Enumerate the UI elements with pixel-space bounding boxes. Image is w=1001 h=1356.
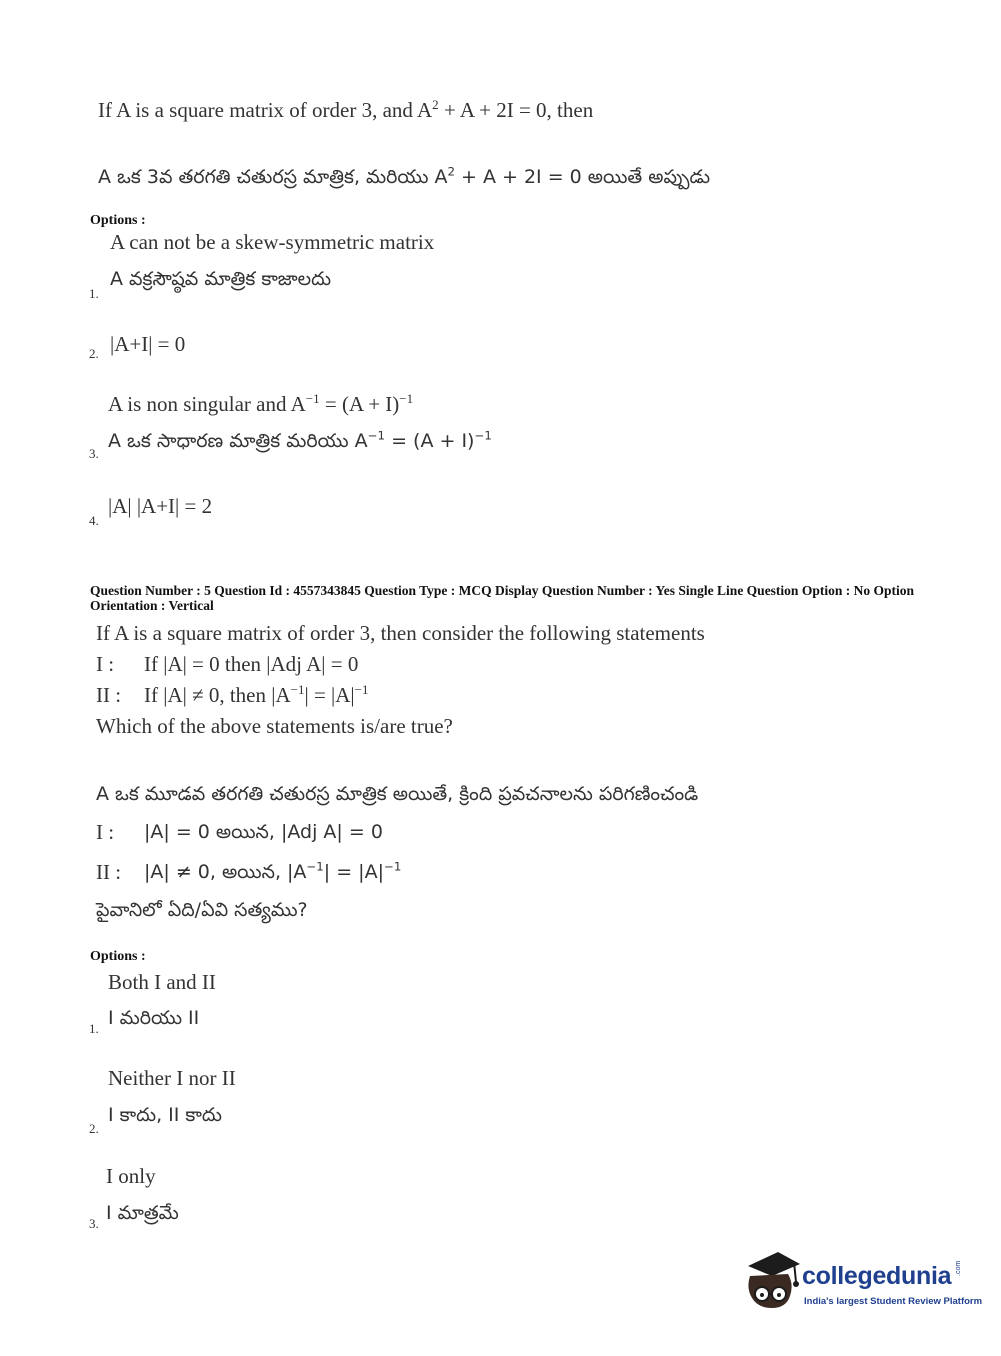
- prev-option-2-en: |A+I| = 0: [110, 332, 186, 356]
- question-meta: Question Number : 5 Question Id : 4557343845 Question Type : MCQ Display Question Number : Yes Single Line Question Option : No Option Orientation : Vertical: [90, 583, 914, 613]
- option-3-te: I మాత్రమే: [106, 1202, 179, 1224]
- option-1-number: 1.: [89, 1021, 99, 1036]
- option-2-en: Neither I nor II: [108, 1066, 236, 1090]
- question-stem-en: If A is a square matrix of order 3, then consider the following statements: [96, 621, 705, 645]
- option-3-number: 3.: [89, 1216, 99, 1231]
- collegedunia-logo: [742, 1248, 983, 1318]
- option-3-en: I only: [106, 1164, 156, 1188]
- statement-1-te: |A| = 0 అయిన, |Adj A| = 0: [144, 821, 383, 843]
- prev-options-label: Options :: [90, 213, 146, 228]
- option-1-en: Both I and II: [108, 970, 216, 994]
- mascot-icon: [742, 1248, 802, 1314]
- question-ask-en: Which of the above statements is/are true?: [96, 714, 453, 738]
- statement-1-label-te: I :: [96, 820, 115, 844]
- prev-option-3-number: 3.: [89, 446, 99, 461]
- prev-option-4-number: 4.: [89, 513, 99, 528]
- statement-1-en: If |A| = 0 then |Adj A| = 0: [144, 652, 359, 676]
- options-label: Options :: [90, 949, 146, 964]
- statement-2-en: If |A| ≠ 0, then $|A^{-1}| = |A|^{-1}$: [144, 682, 369, 707]
- statement-2-label-te: II :: [96, 860, 122, 884]
- prev-option-1-te: A వక్రసౌష్ఠవ మాత్రిక కాజాలదు: [110, 268, 332, 290]
- brand-name: collegedunia: [802, 1262, 952, 1290]
- brand-tagline: India's largest Student Review Platform: [804, 1296, 983, 1307]
- statement-1-label: I :: [96, 652, 115, 676]
- option-2-te: I కాదు, II కాదు: [108, 1104, 222, 1126]
- prev-option-3-en: A is non singular and $A^{-1} = (A + I)^{-1}$: [108, 391, 414, 416]
- option-2-number: 2.: [89, 1121, 99, 1136]
- question-stem-te: A ఒక మూడవ తరగతి చతురస్ర మాత్రిక అయితే, క్రింది ప్రవచనాలను పరిగణించండి: [96, 783, 699, 805]
- prev-question-stem-te: A ఒక 3వ తరగతి చతురస్ర మాత్రిక, మరియు $A^2 + A + 2I = 0$ అయితే అప్పుడు: [98, 164, 711, 188]
- statement-2-label: II :: [96, 683, 122, 707]
- brand-com: .com: [955, 1260, 962, 1276]
- prev-option-1-en: A can not be a skew-symmetric matrix: [110, 230, 435, 254]
- statement-2-te: |A| ≠ 0, అయిన, $|A^{-1}| = |A|^{-1}$: [144, 859, 402, 883]
- prev-option-3-te: A ఒక సాధారణ మాత్రిక మరియు $A^{-1} = (A + I)^{-1}$: [108, 428, 492, 452]
- prev-option-2-number: 2.: [89, 346, 99, 361]
- prev-question-stem-en: If A is a square matrix of order 3, and $A^2 + A + 2I = 0$, then: [98, 97, 594, 122]
- option-1-te: I మరియు II: [108, 1007, 200, 1029]
- question-ask-te: పైవానిలో ఏది/ఏవి సత్యము?: [96, 899, 308, 921]
- prev-option-1-number: 1.: [89, 286, 99, 301]
- prev-option-4-en: |A| |A+I| = 2: [108, 494, 213, 518]
